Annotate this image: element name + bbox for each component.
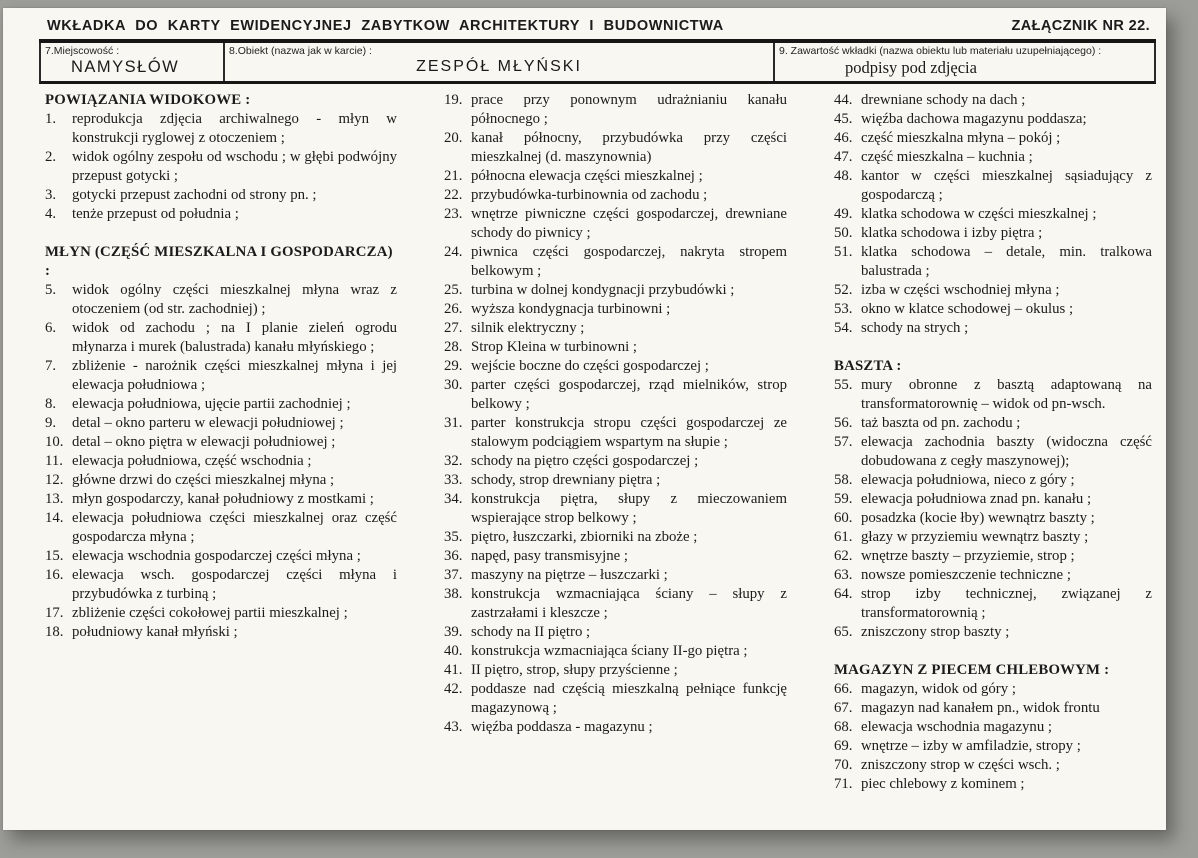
section-heading: MŁYN (CZĘŚĆ MIESZKALNA I GOSPODARCZA) : bbox=[45, 244, 393, 279]
item-text: maszyny na piętrze – łuszczarki ; bbox=[471, 567, 668, 583]
item-text: izba w części wschodniej młyna ; bbox=[861, 282, 1060, 298]
list-item bbox=[45, 110, 397, 148]
item-number: 13. bbox=[45, 491, 64, 507]
list-item bbox=[834, 376, 1152, 414]
list-item bbox=[834, 224, 1152, 243]
item-text: klatka schodowa – detale, min. tralkowa balustrada ; bbox=[861, 244, 1152, 279]
item-text: posadzka (kocie łby) wewnątrz baszty ; bbox=[861, 510, 1095, 526]
list-item bbox=[45, 414, 397, 433]
item-text: piwnica części gospodarczej, nakryta stropem belkowym ; bbox=[471, 244, 787, 279]
item-text: silnik elektryczny ; bbox=[471, 320, 585, 336]
list-item bbox=[444, 357, 787, 376]
item-number: 47. bbox=[834, 149, 853, 165]
item-text: tenże przepust od południa ; bbox=[72, 206, 239, 222]
item-number: 7. bbox=[45, 358, 57, 374]
item-number: 17. bbox=[45, 605, 64, 621]
item-number: 8. bbox=[45, 396, 57, 412]
list-item bbox=[834, 737, 1152, 756]
item-text: widok od zachodu ; na I planie zieleń ogrodu młynarza i murek (balustrada) kanału młyńskiego ; bbox=[72, 320, 397, 355]
field-object-label: 8.Obiekt (nazwa jak w karcie) : bbox=[229, 45, 372, 57]
item-text: detal – okno piętra w elewacji południowej ; bbox=[72, 434, 336, 450]
item-number: 18. bbox=[45, 624, 64, 640]
list-item bbox=[834, 91, 1152, 110]
item-number: 23. bbox=[444, 206, 463, 222]
list-item bbox=[45, 433, 397, 452]
item-text: zbliżenie części cokołowej partii mieszkalnej ; bbox=[72, 605, 348, 621]
list-item bbox=[834, 756, 1152, 775]
list-item bbox=[444, 186, 787, 205]
section-heading: POWIĄZANIA WIDOKOWE : bbox=[45, 92, 251, 108]
item-number: 51. bbox=[834, 244, 853, 260]
item-text: mury obronne z basztą adaptowaną na transformatorownię – widok od pn-wsch. bbox=[861, 377, 1152, 412]
item-number: 44. bbox=[834, 92, 853, 108]
item-text: wyższa kondygnacja turbinowni ; bbox=[471, 301, 671, 317]
item-text: elewacja wschodnia magazynu ; bbox=[861, 719, 1053, 735]
item-number: 67. bbox=[834, 700, 853, 716]
item-text: reprodukcja zdjęcia archiwalnego - młyn w konstrukcji ryglowej z otoczeniem ; bbox=[72, 111, 397, 146]
list-item bbox=[45, 623, 397, 642]
item-number: 10. bbox=[45, 434, 64, 450]
list-item bbox=[444, 376, 787, 414]
item-number: 62. bbox=[834, 548, 853, 564]
item-text: zniszczony strop baszty ; bbox=[861, 624, 1010, 640]
item-number: 52. bbox=[834, 282, 853, 298]
list-item bbox=[45, 604, 397, 623]
item-text: przybudówka-turbinownia od zachodu ; bbox=[471, 187, 708, 203]
item-number: 19. bbox=[444, 92, 463, 108]
text-column-3 bbox=[834, 91, 1152, 794]
field-object-value: ZESPÓŁ MŁYŃSKI bbox=[416, 58, 582, 75]
list-item bbox=[444, 528, 787, 547]
list-item bbox=[834, 110, 1152, 129]
item-number: 15. bbox=[45, 548, 64, 564]
list-item bbox=[444, 338, 787, 357]
item-text: schody, strop drewniany piętra ; bbox=[471, 472, 661, 488]
list-item bbox=[834, 319, 1152, 338]
item-number: 30. bbox=[444, 377, 463, 393]
list-item bbox=[834, 585, 1152, 623]
title-bar bbox=[39, 16, 1156, 43]
list-item bbox=[444, 243, 787, 281]
item-number: 46. bbox=[834, 130, 853, 146]
item-number: 37. bbox=[444, 567, 463, 583]
list-item bbox=[444, 680, 787, 718]
item-number: 33. bbox=[444, 472, 463, 488]
item-number: 34. bbox=[444, 491, 463, 507]
item-text: wnętrze – izby w amfiladzie, stropy ; bbox=[861, 738, 1081, 754]
item-number: 6. bbox=[45, 320, 57, 336]
item-text: elewacja wschodnia gospodarczej części młyna ; bbox=[72, 548, 361, 564]
item-number: 1. bbox=[45, 111, 57, 127]
list-item bbox=[834, 490, 1152, 509]
list-item bbox=[444, 585, 787, 623]
list-item bbox=[444, 471, 787, 490]
list-item bbox=[834, 718, 1152, 737]
item-number: 40. bbox=[444, 643, 463, 659]
list-item bbox=[444, 661, 787, 680]
item-number: 56. bbox=[834, 415, 853, 431]
list-item bbox=[45, 395, 397, 414]
item-number: 54. bbox=[834, 320, 853, 336]
list-item bbox=[834, 471, 1152, 490]
section-heading: MAGAZYN Z PIECEM CHLEBOWYM : bbox=[834, 662, 1110, 678]
item-text: Strop Kleina w turbinowni ; bbox=[471, 339, 638, 355]
list-item bbox=[834, 167, 1152, 205]
item-text: elewacja południowa, nieco z góry ; bbox=[861, 472, 1075, 488]
list-item bbox=[834, 148, 1152, 167]
item-text: konstrukcja piętra, słupy z mieczowaniem wspierające strop belkowy ; bbox=[471, 491, 787, 526]
item-text: prace przy ponownym udrażnianiu kanału północnego ; bbox=[471, 92, 787, 127]
list-item bbox=[834, 528, 1152, 547]
list-item bbox=[834, 680, 1152, 699]
item-text: kanał północny, przybudówka przy części mieszkalnej (d. maszynownia) bbox=[471, 130, 787, 165]
item-text: gotycki przepust zachodni od strony pn. ; bbox=[72, 187, 317, 203]
list-item bbox=[45, 490, 397, 509]
field-insert-content-label: 9. Zawartość wkładki (nazwa obiektu lub materiału uzupełniającego) : bbox=[779, 45, 1102, 57]
list-item bbox=[834, 433, 1152, 471]
list-item bbox=[834, 623, 1152, 642]
item-text: głazy w przyziemiu wewnątrz baszty ; bbox=[861, 529, 1089, 545]
list-item bbox=[45, 471, 397, 490]
field-insert-content bbox=[773, 43, 1154, 81]
field-object bbox=[223, 43, 773, 81]
item-text: parter konstrukcja stropu części gospodarczej ze stalowym podciągiem wspartym na słupie ; bbox=[471, 415, 787, 450]
item-number: 29. bbox=[444, 358, 463, 374]
item-text: turbina w dolnej kondygnacji przybudówki ; bbox=[471, 282, 735, 298]
item-text: więźba dachowa magazynu poddasza; bbox=[861, 111, 1087, 127]
item-number: 16. bbox=[45, 567, 64, 583]
list-item bbox=[444, 319, 787, 338]
item-text: strop izby technicznej, związanej z transformatorownią ; bbox=[861, 586, 1152, 621]
document-title: WKŁADKA DO KARTY EWIDENCYJNEJ ZABYTKOW ARCHITEKTURY I BUDOWNICTWA bbox=[47, 18, 724, 34]
list-item bbox=[444, 547, 787, 566]
item-text: część mieszkalna – kuchnia ; bbox=[861, 149, 1033, 165]
item-number: 48. bbox=[834, 168, 853, 184]
item-text: magazyn, widok od góry ; bbox=[861, 681, 1016, 697]
item-number: 24. bbox=[444, 244, 463, 260]
item-text: elewacja wsch. gospodarczej części młyna i przybudówka z turbiną ; bbox=[72, 567, 397, 602]
item-text: młyn gospodarczy, kanał południowy z mostkami ; bbox=[72, 491, 374, 507]
item-number: 12. bbox=[45, 472, 64, 488]
item-text: wnętrze piwniczne części gospodarczej, drewniane schody do piwnicy ; bbox=[471, 206, 787, 241]
list-item bbox=[444, 281, 787, 300]
text-column-1 bbox=[45, 91, 397, 794]
item-text: parter części gospodarczej, rząd mielników, strop belkowy ; bbox=[471, 377, 787, 412]
item-number: 50. bbox=[834, 225, 853, 241]
list-item bbox=[45, 148, 397, 186]
list-item bbox=[444, 623, 787, 642]
list-item bbox=[45, 509, 397, 547]
item-text: więźba poddasza - magazynu ; bbox=[471, 719, 653, 735]
item-number: 5. bbox=[45, 282, 57, 298]
list-item bbox=[834, 699, 1152, 718]
item-number: 53. bbox=[834, 301, 853, 317]
item-number: 26. bbox=[444, 301, 463, 317]
item-number: 58. bbox=[834, 472, 853, 488]
item-number: 39. bbox=[444, 624, 463, 640]
item-number: 25. bbox=[444, 282, 463, 298]
item-number: 64. bbox=[834, 586, 853, 602]
attachment-number: ZAŁĄCZNIK NR 22. bbox=[1011, 18, 1150, 34]
item-text: piętro, łuszczarki, zbiorniki na zboże ; bbox=[471, 529, 698, 545]
list-item bbox=[45, 205, 397, 224]
list-item bbox=[834, 243, 1152, 281]
item-number: 31. bbox=[444, 415, 463, 431]
list-item bbox=[444, 414, 787, 452]
item-text: taż baszta od pn. zachodu ; bbox=[861, 415, 1021, 431]
header-fields-row bbox=[39, 43, 1156, 84]
item-text: konstrukcja wzmacniająca ściany – słupy z zastrzałami i kleszcze ; bbox=[471, 586, 787, 621]
field-locality bbox=[41, 43, 223, 81]
list-item bbox=[444, 452, 787, 471]
item-number: 27. bbox=[444, 320, 463, 336]
list-item bbox=[45, 319, 397, 357]
item-number: 69. bbox=[834, 738, 853, 754]
list-item bbox=[45, 357, 397, 395]
record-card-insert bbox=[39, 16, 1156, 794]
item-text: północna elewacja części mieszkalnej ; bbox=[471, 168, 703, 184]
item-number: 68. bbox=[834, 719, 853, 735]
item-text: konstrukcja wzmacniająca ściany II-go piętra ; bbox=[471, 643, 748, 659]
item-text: klatka schodowa w części mieszkalnej ; bbox=[861, 206, 1097, 222]
item-number: 32. bbox=[444, 453, 463, 469]
list-item bbox=[444, 91, 787, 129]
item-text: piec chlebowy z kominem ; bbox=[861, 776, 1025, 792]
item-number: 2. bbox=[45, 149, 57, 165]
document-page bbox=[3, 8, 1166, 830]
item-text: wnętrze baszty – przyziemie, strop ; bbox=[861, 548, 1075, 564]
list-item bbox=[45, 186, 397, 205]
item-text: schody na II piętro ; bbox=[471, 624, 591, 640]
item-text: klatka schodowa i izby piętra ; bbox=[861, 225, 1043, 241]
item-number: 22. bbox=[444, 187, 463, 203]
item-number: 45. bbox=[834, 111, 853, 127]
item-text: część mieszkalna młyna – pokój ; bbox=[861, 130, 1061, 146]
list-item bbox=[834, 509, 1152, 528]
item-text: główne drzwi do części mieszkalnej młyna ; bbox=[72, 472, 335, 488]
list-item bbox=[444, 566, 787, 585]
item-number: 70. bbox=[834, 757, 853, 773]
item-text: elewacja południowa, część wschodnia ; bbox=[72, 453, 312, 469]
item-number: 20. bbox=[444, 130, 463, 146]
list-item bbox=[45, 547, 397, 566]
item-number: 43. bbox=[444, 719, 463, 735]
item-number: 36. bbox=[444, 548, 463, 564]
item-number: 28. bbox=[444, 339, 463, 355]
list-item bbox=[834, 414, 1152, 433]
item-text: nowsze pomieszczenie techniczne ; bbox=[861, 567, 1071, 583]
list-item bbox=[444, 490, 787, 528]
text-column-2 bbox=[444, 91, 787, 794]
list-item bbox=[444, 300, 787, 319]
field-locality-value: NAMYSŁÓW bbox=[71, 58, 180, 76]
section-heading: BASZTA : bbox=[834, 358, 902, 374]
list-item bbox=[834, 129, 1152, 148]
item-number: 9. bbox=[45, 415, 57, 431]
item-number: 55. bbox=[834, 377, 853, 393]
item-number: 71. bbox=[834, 776, 853, 792]
item-text: magazyn nad kanałem pn., widok frontu bbox=[861, 700, 1100, 716]
item-number: 49. bbox=[834, 206, 853, 222]
item-text: kantor w części mieszkalnej sąsiadujący z gospodarczą ; bbox=[861, 168, 1152, 203]
item-text: elewacja południowa, ujęcie partii zachodniej ; bbox=[72, 396, 351, 412]
item-text: drewniane schody na dach ; bbox=[861, 92, 1026, 108]
item-number: 38. bbox=[444, 586, 463, 602]
content-columns bbox=[39, 84, 1156, 794]
item-number: 42. bbox=[444, 681, 463, 697]
item-number: 66. bbox=[834, 681, 853, 697]
item-text: zbliżenie - narożnik części mieszkalnej młyna i jej elewacja południowa ; bbox=[72, 358, 397, 393]
item-text: wejście boczne do części gospodarczej ; bbox=[471, 358, 709, 374]
list-item bbox=[834, 775, 1152, 794]
list-item bbox=[444, 167, 787, 186]
item-number: 35. bbox=[444, 529, 463, 545]
item-text: widok ogólny zespołu od wschodu ; w głębi podwójny przepust gotycki ; bbox=[72, 149, 397, 184]
list-item bbox=[834, 205, 1152, 224]
item-text: widok ogólny części mieszkalnej młyna wraz z otoczeniem (od str. zachodniej) ; bbox=[72, 282, 397, 317]
item-number: 57. bbox=[834, 434, 853, 450]
list-item bbox=[834, 566, 1152, 585]
item-number: 14. bbox=[45, 510, 64, 526]
list-item bbox=[834, 300, 1152, 319]
item-text: elewacja zachodnia baszty (widoczna część dobudowana z cegły maszynowej); bbox=[861, 434, 1152, 469]
list-item bbox=[45, 566, 397, 604]
item-text: elewacja południowa części mieszkalnej oraz część gospodarcza młyna ; bbox=[72, 510, 397, 545]
item-text: detal – okno parteru w elewacji południowej ; bbox=[72, 415, 344, 431]
item-number: 60. bbox=[834, 510, 853, 526]
item-text: elewacja południowa znad pn. kanału ; bbox=[861, 491, 1092, 507]
list-item bbox=[444, 718, 787, 737]
item-number: 41. bbox=[444, 662, 463, 678]
item-number: 59. bbox=[834, 491, 853, 507]
item-text: schody na strych ; bbox=[861, 320, 969, 336]
item-text: schody na piętro części gospodarczej ; bbox=[471, 453, 699, 469]
item-number: 11. bbox=[45, 453, 63, 469]
field-insert-content-value: podpisy pod zdjęcia bbox=[845, 58, 977, 77]
item-text: południowy kanał młyński ; bbox=[72, 624, 238, 640]
item-text: napęd, pasy transmisyjne ; bbox=[471, 548, 628, 564]
item-number: 21. bbox=[444, 168, 463, 184]
list-item bbox=[45, 281, 397, 319]
list-item bbox=[444, 129, 787, 167]
item-text: poddasze nad częścią mieszkalną pełniące funkcję magazynową ; bbox=[471, 681, 787, 716]
item-text: okno w klatce schodowej – okulus ; bbox=[861, 301, 1074, 317]
list-item bbox=[834, 547, 1152, 566]
item-text: II piętro, strop, słupy przyścienne ; bbox=[471, 662, 678, 678]
item-number: 65. bbox=[834, 624, 853, 640]
item-number: 3. bbox=[45, 187, 57, 203]
item-number: 63. bbox=[834, 567, 853, 583]
item-number: 61. bbox=[834, 529, 853, 545]
list-item bbox=[834, 281, 1152, 300]
item-number: 4. bbox=[45, 206, 57, 222]
field-locality-label: 7.Miejscowość : bbox=[45, 45, 120, 57]
list-item bbox=[444, 205, 787, 243]
item-text: zniszczony strop w części wsch. ; bbox=[861, 757, 1060, 773]
list-item bbox=[444, 642, 787, 661]
list-item bbox=[45, 452, 397, 471]
